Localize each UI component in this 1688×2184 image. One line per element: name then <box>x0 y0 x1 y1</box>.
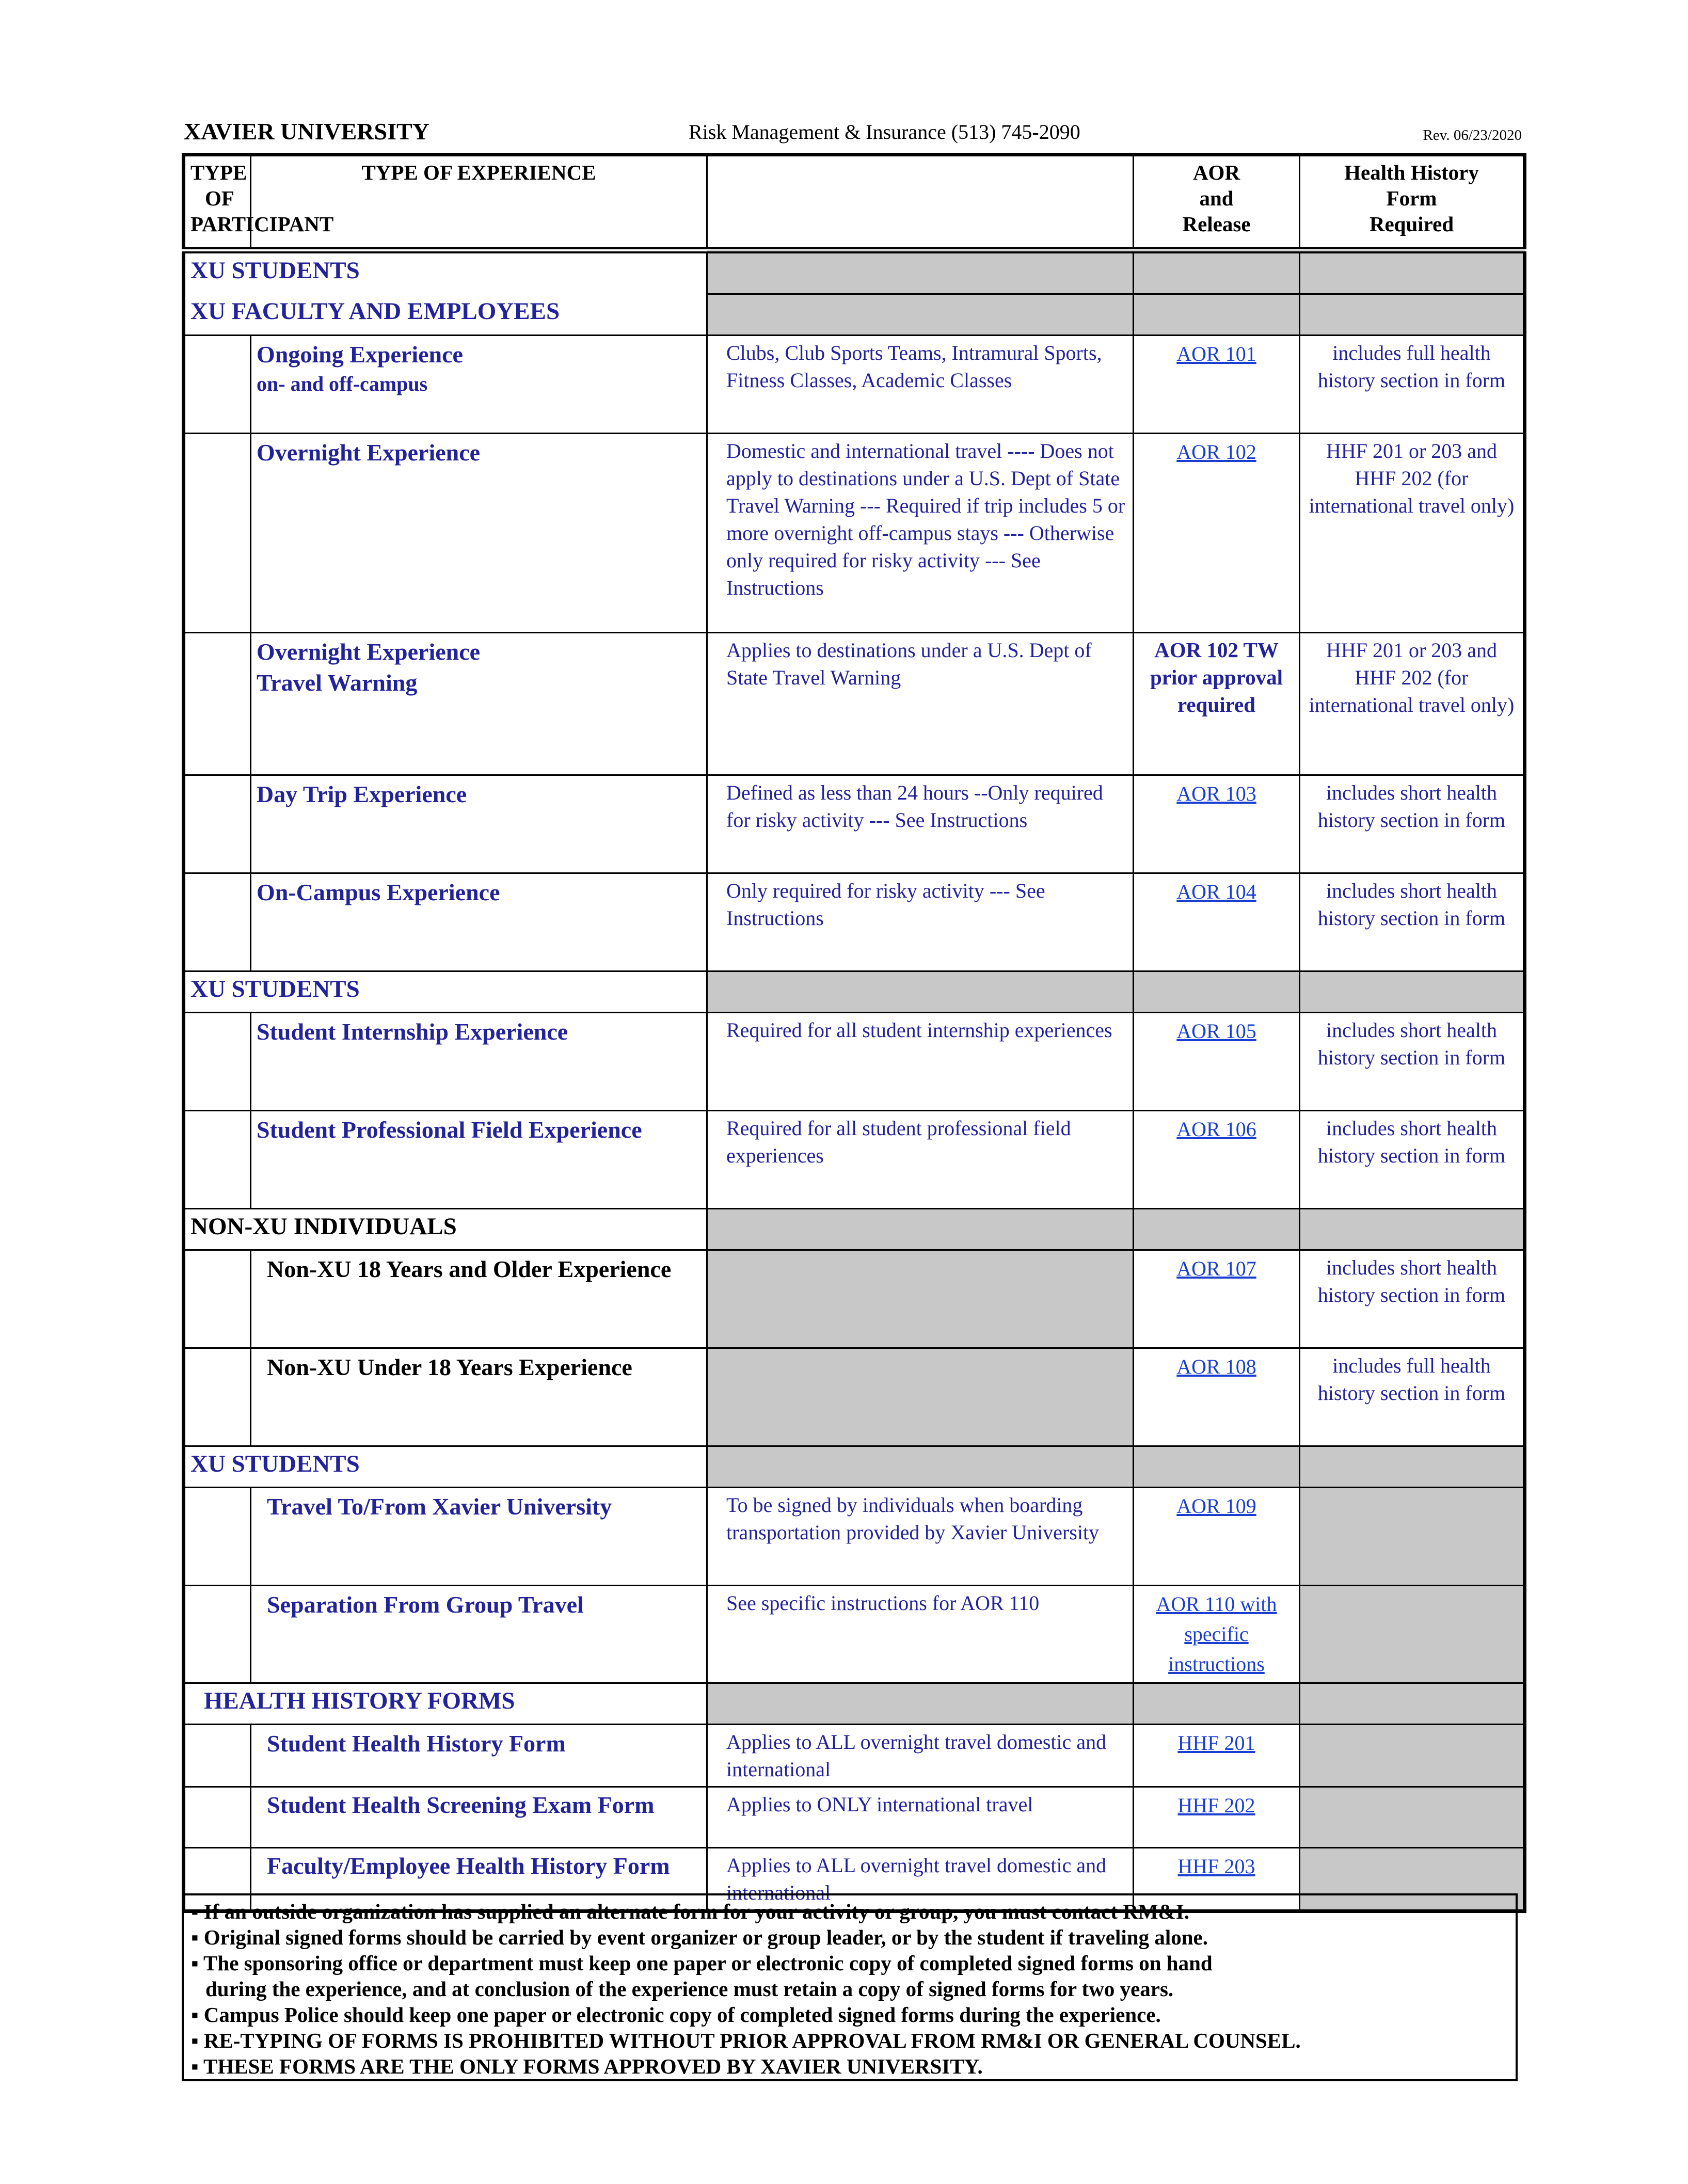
experience-title: On-Campus Experience <box>257 879 500 905</box>
hhf-201-link[interactable]: HHF 201 <box>1134 1725 1300 1787</box>
health-history-note: HHF 201 or 203 and HHF 202 (for international travel only) <box>1300 434 1525 633</box>
note-item-continued: during the experience, and at conclusion of the experience must retain a copy of signed forms for two years. <box>205 1977 1174 2001</box>
note-item: ▪ Campus Police should keep one paper or electronic copy of completed signed forms during the experience. <box>191 2003 1161 2027</box>
experience-title: Overnight Experience <box>257 639 481 665</box>
experience-description: Required for all student internship experiences <box>707 1013 1134 1111</box>
experience-title: Student Internship Experience <box>257 1018 568 1045</box>
aor-102-link[interactable]: AOR 102 <box>1134 434 1300 633</box>
aor-102-tw-label: AOR 102 TW prior approval required <box>1134 633 1300 775</box>
note-item: ▪ The sponsoring office or department must keep one paper or electronic copy of completed signed forms on hand <box>191 1951 1213 1975</box>
table-row <box>184 336 1525 434</box>
health-history-note: includes short health history section in form <box>1300 1250 1525 1348</box>
section-row <box>184 294 1525 336</box>
experience-description: Applies to ALL overnight travel domestic and international <box>707 1725 1134 1787</box>
section-label: XU STUDENTS <box>184 971 707 1013</box>
experience-description: Only required for risky activity --- See Instructions <box>707 873 1134 971</box>
section-row <box>184 971 1525 1013</box>
health-history-note: HHF 201 or 203 and HHF 202 (for international travel only) <box>1300 633 1525 775</box>
experience-description: To be signed by individuals when boarding transportation provided by Xavier University <box>707 1488 1134 1586</box>
health-history-note: includes short health history section in form <box>1300 1013 1525 1111</box>
table-row <box>184 1586 1525 1683</box>
aor-103-link[interactable]: AOR 103 <box>1134 775 1300 873</box>
experience-title: Faculty/Employee Health History Form <box>267 1853 670 1879</box>
table-row <box>184 873 1525 971</box>
experience-description: Applies to destinations under a U.S. Dept of State Travel Warning <box>707 633 1134 775</box>
aor-107-link[interactable]: AOR 107 <box>1134 1250 1300 1348</box>
experience-title: Day Trip Experience <box>257 781 467 807</box>
aor-110-link[interactable]: AOR 110 with specific instructions <box>1134 1586 1300 1683</box>
section-label: HEALTH HISTORY FORMS <box>184 1683 707 1725</box>
revision-date: Rev. 06/23/2020 <box>1423 127 1522 144</box>
experience-description: Defined as less than 24 hours --Only required for risky activity --- See Instructions <box>707 775 1134 873</box>
section-label: NON-XU INDIVIDUALS <box>184 1209 707 1250</box>
section-label: XU STUDENTS <box>184 250 707 294</box>
experience-description: Applies to ALL overnight travel domestic and international <box>707 1848 1134 1911</box>
note-item: ▪ If an outside organization has supplied an alternate form for your activity or group, you must contact RM&I. <box>191 1900 1189 1923</box>
department-contact: Risk Management & Insurance (513) 745-2090 <box>689 120 1080 144</box>
experience-description: Required for all student professional field experiences <box>707 1111 1134 1209</box>
instructions-notes <box>182 1893 1518 2081</box>
table-row <box>184 1111 1525 1209</box>
experience-title: Student Health History Form <box>267 1730 566 1757</box>
experience-title: Non-XU 18 Years and Older Experience <box>267 1256 672 1282</box>
health-history-note: includes short health history section in form <box>1300 775 1525 873</box>
aor-108-link[interactable]: AOR 108 <box>1134 1348 1300 1446</box>
hhf-203-link[interactable]: HHF 203 <box>1134 1848 1300 1911</box>
aor-106-link[interactable]: AOR 106 <box>1134 1111 1300 1209</box>
experience-subtitle: on- and off-campus <box>257 372 428 395</box>
note-item: ▪ THESE FORMS ARE THE ONLY FORMS APPROVED BY XAVIER UNIVERSITY. <box>191 2054 983 2078</box>
experience-description: Clubs, Club Sports Teams, Intramural Sports, Fitness Classes, Academic Classes <box>707 336 1134 434</box>
aor-109-link[interactable]: AOR 109 <box>1134 1488 1300 1586</box>
table-row <box>184 775 1525 873</box>
section-row <box>184 1209 1525 1250</box>
table-row <box>184 434 1525 633</box>
experience-title: Ongoing Experience <box>257 341 463 368</box>
experience-title: Student Health Screening Exam Form <box>267 1792 655 1818</box>
aor-104-link[interactable]: AOR 104 <box>1134 873 1300 971</box>
health-history-note: includes full health history section in form <box>1300 336 1525 434</box>
experience-title: Separation From Group Travel <box>267 1591 584 1618</box>
health-history-note: includes full health history section in form <box>1300 1348 1525 1446</box>
experience-title: Student Professional Field Experience <box>257 1117 642 1143</box>
experience-description: See specific instructions for AOR 110 <box>707 1586 1134 1683</box>
section-label: XU FACULTY AND EMPLOYEES <box>184 294 707 336</box>
table-row <box>184 1488 1525 1586</box>
header-health-history: Health History Form Required <box>1300 155 1525 251</box>
aor-105-link[interactable]: AOR 105 <box>1134 1013 1300 1111</box>
table-row <box>184 1787 1525 1848</box>
forms-matrix-table <box>182 153 1526 1913</box>
table-row <box>184 633 1525 775</box>
note-item: ▪ RE-TYPING OF FORMS IS PROHIBITED WITHOUT PRIOR APPROVAL FROM RM&I OR GENERAL COUNSEL. <box>191 2029 1301 2052</box>
experience-title-line2: Travel Warning <box>257 669 418 696</box>
org-name: XAVIER UNIVERSITY <box>184 118 429 145</box>
table-row <box>184 1013 1525 1111</box>
table-row <box>184 1348 1525 1446</box>
header-aor-release: AOR and Release <box>1134 155 1300 251</box>
note-item: ▪ Original signed forms should be carried by event organizer or group leader, or by the student if traveling alone. <box>191 1925 1208 1949</box>
table-row <box>184 1250 1525 1348</box>
aor-101-link[interactable]: AOR 101 <box>1134 336 1300 434</box>
section-row <box>184 1683 1525 1725</box>
health-history-note: includes short health history section in form <box>1300 1111 1525 1209</box>
experience-title: Travel To/From Xavier University <box>267 1493 612 1520</box>
health-history-note: includes short health history section in form <box>1300 873 1525 971</box>
table-header-row <box>184 155 1525 251</box>
experience-description: Domestic and international travel ---- Does not apply to destinations under a U.S. Dept of State Travel Warning --- Required if trip includes 5 or more overnight off-campus stays --- Otherwise only required for risky activity --- See Instructions <box>707 434 1134 633</box>
experience-title: Overnight Experience <box>257 439 481 466</box>
experience-description: Applies to ONLY international travel <box>707 1787 1134 1848</box>
header-type-of-participant: TYPE OF PARTICIPANT <box>184 155 251 251</box>
section-label: XU STUDENTS <box>184 1446 707 1488</box>
header-description <box>707 155 1134 251</box>
experience-title: Non-XU Under 18 Years Experience <box>267 1354 632 1380</box>
hhf-202-link[interactable]: HHF 202 <box>1134 1787 1300 1848</box>
table-row <box>184 1725 1525 1787</box>
section-row <box>184 1446 1525 1488</box>
header-type-of-experience: TYPE OF EXPERIENCE <box>251 155 707 251</box>
section-row <box>184 250 1525 294</box>
